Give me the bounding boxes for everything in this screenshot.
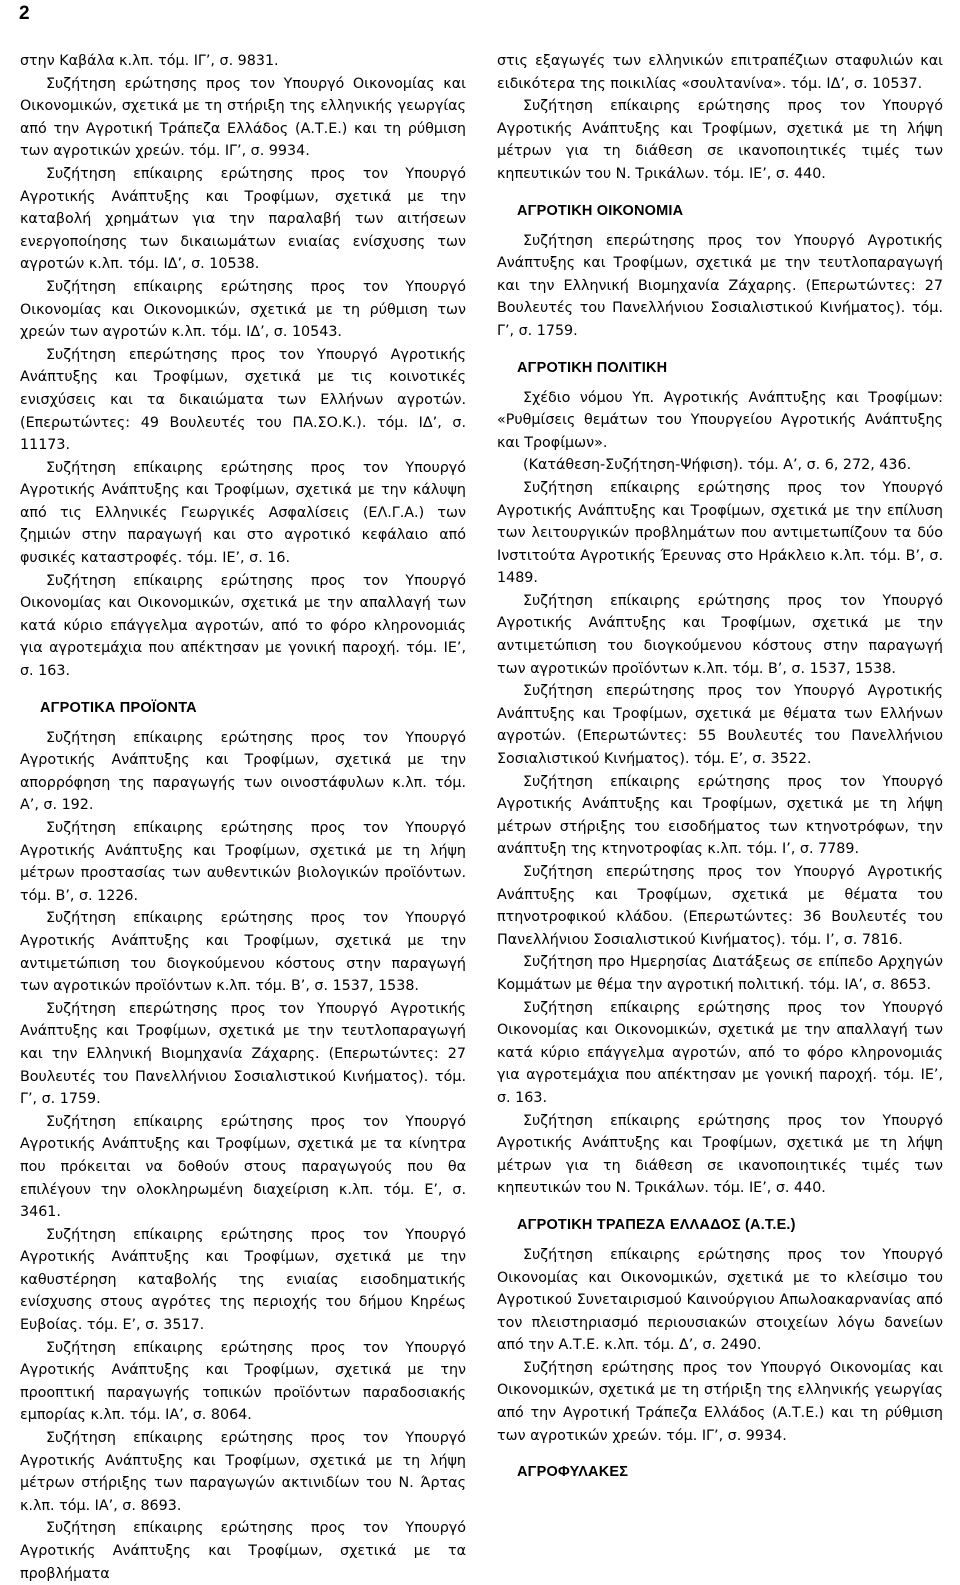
section-heading: ΑΓΡΟΦΥΛΑΚΕΣ	[517, 1464, 629, 1481]
index-entry: Συζήτηση επίκαιρης ερώτησης προς τον Υπουργό Αγροτικής Ανάπτυξης και Τροφίμων, σχετικά με την καθυστέρηση καταβολής της ενιαίας εισοδηματικής ενίσχυσης στους αγρότες της περιοχής του δήμου Κηρέως Ευβοίας. τόμ. Ε’, σ. 3517.	[20, 1226, 466, 1334]
index-entry: Συζήτηση επίκαιρης ερώτησης προς τον Υπουργό Αγροτικής Ανάπτυξης και Τροφίμων, σχετικά με την απορρόφηση της παραγωγής των οινοστάφυλων κ.λπ. τόμ. Α’, σ. 192.	[20, 729, 466, 814]
index-entry: Συζήτηση επερώτησης προς τον Υπουργό Αγροτικής Ανάπτυξης και Τροφίμων, σχετικά με τις κοινοτικές ενισχύσεις και τα δικαιώματα των Ελλήνων αγροτών. (Επερωτώντες: 49 Βουλευτές του ΠΑ.ΣΟ.Κ.). τόμ. ΙΔ’, σ. 11173.	[20, 346, 466, 454]
index-entry: Συζήτηση επίκαιρης ερώτησης προς τον Υπουργό Αγροτικής Ανάπτυξης και Τροφίμων, σχετικά με την προοπτική παραγωγής τοπικών προϊόντων παραδοσιακής εμπορίας κ.λπ. τόμ. ΙΑ’, σ. 8064.	[20, 1339, 466, 1424]
index-entry: Συζήτηση ερώτησης προς τον Υπουργό Οικονομίας και Οικονομικών, σχετικά με τη στήριξη της ελληνικής γεωργίας από την Αγροτική Τράπεζα Ελλάδος (Α.Τ.Ε.) και τη ρύθμιση των αγροτικών χρεών. τόμ. ΙΓ’, σ. 9934.	[20, 75, 466, 160]
index-entry: Συζήτηση επίκαιρης ερώτησης προς τον Υπουργό Αγροτικής Ανάπτυξης και Τροφίμων, σχετικά με την καταβολή χρημάτων για την παραλαβή των αιτήσεων ενεργοποίησης των δικαιωμάτων ενιαίας ενίσχυσης των αγροτών κ.λπ. τόμ. ΙΔ’, σ. 10538.	[20, 165, 466, 273]
index-entry: Συζήτηση επερώτησης προς τον Υπουργό Αγροτικής Ανάπτυξης και Τροφίμων, σχετικά με θέματα του πτηνοτροφικού κλάδου. (Επερωτώντες: 36 Βουλευτές του Πανελλήνιου Σοσιαλιστικού Κινήματος). τόμ. Ι’, σ. 7816.	[497, 864, 943, 948]
index-entry: Συζήτηση επίκαιρης ερώτησης προς τον Υπουργό Αγροτικής Ανάπτυξης και Τροφίμων, σχετικά με την κάλυψη από τις Ελληνικές Γεωργικές Ασφαλίσεις (ΕΛ.Γ.Α.) των ζημιών στην παραγωγή και στο αγροτικό κεφάλαιο από φυσικές καταστροφές. τόμ. ΙΕ’, σ. 16.	[20, 459, 466, 567]
index-entry: Συζήτηση επερώτησης προς τον Υπουργό Αγροτικής Ανάπτυξης και Τροφίμων, σχετικά με θέματα των Ελλήνων αγροτών. (Επερωτώντες: 55 Βουλευτές του Πανελλήνιου Σοσιαλιστικού Κινήματος). τόμ. Ε’, σ. 3522.	[497, 683, 943, 768]
index-entry: Σχέδιο νόμου Υπ. Αγροτικής Ανάπτυξης και Τροφίμων: «Ρυθμίσεις θεμάτων του Υπουργείου Αγροτικής Ανάπτυξης και Τροφίμων».	[497, 389, 943, 451]
index-entry: στην Καβάλα κ.λπ. τόμ. ΙΓ’, σ. 9831.	[20, 53, 279, 69]
index-entry: Συζήτηση επίκαιρης ερώτησης προς τον Υπουργό Οικονομίας και Οικονομικών, σχετικά με το κλείσιμο του Αγροτικού Συνεταιρισμού Καινούργιου Απωλοακαρνανίας από τον πλειστηριασμό περιουσιακών στοιχείων λόγω δανείων από την Α.Τ.Ε. κ.λπ. τόμ. Δ’, σ. 2490.	[497, 1246, 943, 1354]
index-entry: Συζήτηση προ Ημερησίας Διατάξεως σε επίπεδο Αρχηγών Κομμάτων με θέμα την αγροτική πολιτική. τόμ. ΙΑ’, σ. 8653.	[497, 954, 943, 993]
right-column	[497, 50, 943, 1491]
index-entry: Συζήτηση επίκαιρης ερώτησης προς τον Υπουργό Αγροτικής Ανάπτυξης και Τροφίμων, σχετικά με την αντιμετώπιση του διογκούμενου κόστους στην παραγωγή των αγροτικών προϊόντων κ.λπ. τόμ. Β’, σ. 1537, 1538.	[20, 910, 466, 995]
index-entry: Συζήτηση επίκαιρης ερώτησης προς τον Υπουργό Αγροτικής Ανάπτυξης και Τροφίμων, σχετικά με τη λήψη μέτρων προστασίας των αυθεντικών βιολογικών προϊόντων. τόμ. Β’, σ. 1226.	[20, 820, 466, 904]
index-entry: Συζήτηση επερώτησης προς τον Υπουργό Αγροτικής Ανάπτυξης και Τροφίμων, σχετικά με την τευτλοπαραγωγή και την Ελληνική Βιομηχανία Ζάχαρης. (Επερωτώντες: 27 Βουλευτές του Πανελλήνιου Σοσιαλιστικού Κινήματος). τόμ. Γ’, σ. 1759.	[497, 232, 943, 339]
index-entry: Συζήτηση επίκαιρης ερώτησης προς τον Υπουργό Αγροτικής Ανάπτυξης και Τροφίμων, σχετικά με τη λήψη μέτρων για τη διάθεση σε ικανοποιητικές τιμές των κηπευτικών του Ν. Τρικάλων. τόμ. ΙΕ’, σ. 440.	[497, 1112, 943, 1197]
index-entry: Συζήτηση επίκαιρης ερώτησης προς τον Υπουργό Αγροτικής Ανάπτυξης και Τροφίμων, σχετικά με τα προβλήματα	[20, 1520, 466, 1582]
index-entry: Συζήτηση επίκαιρης ερώτησης προς τον Υπουργό Αγροτικής Ανάπτυξης και Τροφίμων, σχετικά με την επίλυση των λειτουργικών προβλημάτων που αντιμετωπίζουν τα δύο Ινστιτούτα Αγροτικής Έρευνας στο Ηράκλειο κ.λπ. τόμ. Β’, σ. 1489.	[497, 479, 943, 587]
section-heading: ΑΓΡΟΤΙΚΗ ΟΙΚΟΝΟΜΙΑ	[517, 202, 684, 219]
index-entry: Συζήτηση επίκαιρης ερώτησης προς τον Υπουργό Οικονομίας και Οικονομικών, σχετικά με την απαλλαγή των κατά κύριο επάγγελμα αγροτών, από το φόρο κληρονομιάς για αγροτεμάχια που απέκτησαν με γονική παροχή. τόμ. ΙΕ’, σ. 163.	[20, 572, 466, 680]
section-heading: ΑΓΡΟΤΙΚΑ ΠΡΟΪΟΝΤΑ	[40, 699, 197, 716]
left-column	[20, 50, 466, 1585]
index-entry: Συζήτηση επίκαιρης ερώτησης προς τον Υπουργό Αγροτικής Ανάπτυξης και Τροφίμων, σχετικά με τα κίνητρα που πρόκειται να δοθούν στους παραγωγούς που θα επιλέγουν την ολοκληρωμένη διαχείριση κ.λπ. τόμ. Ε’, σ. 3461.	[20, 1113, 466, 1221]
section-heading: ΑΓΡΟΤΙΚΗ ΤΡΑΠΕΖΑ ΕΛΛΑΔΟΣ (Α.Τ.Ε.)	[517, 1216, 796, 1233]
index-entry: Συζήτηση επίκαιρης ερώτησης προς τον Υπουργό Οικονομίας και Οικονομικών, σχετικά με την απαλλαγή των κατά κύριο επάγγελμα αγροτών, από το φόρο κληρονομιάς για αγροτεμάχια που απέκτησαν με γονική παροχή. τόμ. ΙΕ’, σ. 163.	[497, 999, 943, 1106]
index-entry: Συζήτηση επίκαιρης ερώτησης προς τον Υπουργό Αγροτικής Ανάπτυξης και Τροφίμων, σχετικά με τη λήψη μέτρων για τη διάθεση σε ικανοποιητικές τιμές των κηπευτικών του Ν. Τρικάλων. τόμ. ΙΕ’, σ. 440.	[497, 98, 943, 182]
section-heading: ΑΓΡΟΤΙΚΗ ΠΟΛΙΤΙΚΗ	[517, 359, 668, 376]
index-entry: Συζήτηση επίκαιρης ερώτησης προς τον Υπουργό Αγροτικής Ανάπτυξης και Τροφίμων, σχετικά με τη λήψη μέτρων στήριξης του εισοδήματος των κτηνοτρόφων, την ανάπτυξη της κτηνοτροφίας κ.λπ. τόμ. Ι’, σ. 7789.	[497, 773, 943, 858]
index-entry: στις εξαγωγές των ελληνικών επιτραπέζιων σταφυλιών και ειδικότερα της ποικιλίας «σουλτανίνα». τόμ. ΙΔ’, σ. 10537.	[497, 53, 943, 92]
index-entry: (Κατάθεση-Συζήτηση-Ψήφιση). τόμ. Α’, σ. 6, 272, 436.	[523, 457, 912, 474]
index-entry: Συζήτηση επερώτησης προς τον Υπουργό Αγροτικής Ανάπτυξης και Τροφίμων, σχετικά με την τευτλοπαραγωγή και την Ελληνική Βιομηχανία Ζάχαρης. (Επερωτώντες: 27 Βουλευτές του Πανελλήνιου Σοσιαλιστικού Κινήματος). τόμ. Γ’, σ. 1759.	[20, 1000, 466, 1108]
index-entry: Συζήτηση επίκαιρης ερώτησης προς τον Υπουργό Αγροτικής Ανάπτυξης και Τροφίμων, σχετικά με τη λήψη μέτρων στήριξης των παραγωγών ακτινιδίων του Ν. Άρτας κ.λπ. τόμ. ΙΑ’, σ. 8693.	[20, 1430, 466, 1514]
index-entry: Συζήτηση επίκαιρης ερώτησης προς τον Υπουργό Αγροτικής Ανάπτυξης και Τροφίμων, σχετικά με την αντιμετώπιση του διογκούμενου κόστους στην παραγωγή των αγροτικών προϊόντων κ.λπ. τόμ. Β’, σ. 1537, 1538.	[497, 592, 943, 677]
index-entry: Συζήτηση ερώτησης προς τον Υπουργό Οικονομίας και Οικονομικών, σχετικά με τη στήριξη της ελληνικής γεωργίας από την Αγροτική Τράπεζα Ελλάδος (Α.Τ.Ε.) και τη ρύθμιση των αγροτικών χρεών. τόμ. ΙΓ’, σ. 9934.	[497, 1359, 943, 1444]
index-entry: Συζήτηση επίκαιρης ερώτησης προς τον Υπουργό Οικονομίας και Οικονομικών, σχετικά με τη ρύθμιση των χρεών των αγροτών κ.λπ. τόμ. ΙΔ’, σ. 10543.	[20, 278, 466, 341]
page-number: 2	[19, 3, 30, 24]
